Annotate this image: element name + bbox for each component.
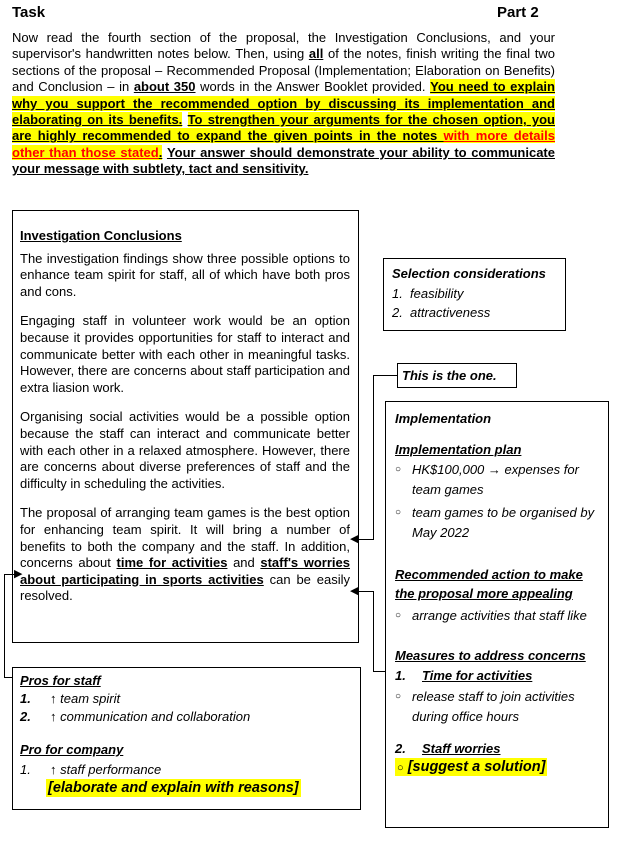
recommended-action-item: ○ arrange activities that staff like bbox=[395, 606, 599, 626]
pros-item-text: communication and collaboration bbox=[60, 709, 251, 724]
part-label: Part 2 bbox=[497, 4, 539, 21]
intro-text-1: Now read the fourth section of the proposal, the Investigation Conclusions, and your supervisor's handwritten notes below. Then, using bbox=[12, 30, 555, 62]
arrow-right-icon: ▶ bbox=[14, 568, 23, 580]
recommended-action-title: Recommended action to make the proposal more appealing bbox=[395, 567, 583, 601]
conclusions-paragraph-4 bbox=[20, 505, 350, 605]
intro-text-3: words in the Answer Booklet provided. bbox=[195, 79, 431, 95]
task-instructions bbox=[12, 30, 555, 178]
intro-highlight-1: You need to explain why you support the recommended option by discussing its implementation and elaborating on its benefits. bbox=[12, 79, 555, 128]
connector-line bbox=[358, 591, 374, 592]
p4-text: The proposal of arranging team games is the best option for enhancing team spirit. It will bring a number of benefits to both the company and the staff. In addition, concerns about bbox=[20, 505, 350, 571]
connector-line bbox=[373, 375, 374, 540]
pros-staff-item bbox=[20, 690, 353, 708]
measures-title: Measures to address concerns bbox=[395, 648, 586, 663]
arrow-up-icon: ↑ bbox=[50, 762, 57, 777]
selection-item-number: 2. bbox=[392, 305, 403, 320]
connector-line bbox=[4, 574, 5, 678]
p4-end: can be easily resolved. bbox=[20, 571, 351, 604]
pros-staff-item bbox=[20, 708, 353, 726]
intro-emphasis: Your answer should demonstrate your ability to communicate your message with subtlety, tact and sensitivity. bbox=[12, 144, 555, 177]
selection-considerations-box bbox=[383, 258, 566, 331]
measure-1 bbox=[395, 668, 599, 683]
intro-highlight-2: To strengthen your arguments for the chosen option, you are highly recommended to expand the given points in the notes bbox=[12, 112, 555, 144]
circle-bullet-icon: ○ bbox=[397, 762, 404, 774]
measure-2 bbox=[395, 741, 599, 756]
pros-item-number: 1. bbox=[20, 691, 31, 706]
connector-line bbox=[373, 591, 374, 672]
conclusions-title: Investigation Conclusions bbox=[20, 228, 182, 243]
conclusions-paragraph-2: Engaging staff in volunteer work would be an option because it provides opportunities for staff to interact and communicate better with each other in meaningful tasks. However, there are concerns about staff participation and extra liasion work. bbox=[20, 313, 350, 395]
arrow-left-icon: ◀ bbox=[350, 533, 359, 545]
plan-item: ○ team games to be organised by May 2022 bbox=[395, 503, 599, 543]
pros-staff-title: Pros for staff bbox=[20, 673, 101, 688]
conclusions-paragraph-3: Organising social activities would be a possible option because the staff can interact and communicate better with each other in a relaxed atmosphere. However, there are concerns about diverse preferences of staff and the difficulty in scheduling the activities. bbox=[20, 409, 350, 491]
measure-2-item-text: [suggest a solution] bbox=[407, 759, 546, 775]
connector-line bbox=[373, 671, 386, 672]
selection-item bbox=[392, 303, 557, 322]
task-label: Task bbox=[12, 4, 46, 21]
p4-and: and bbox=[227, 555, 261, 571]
selection-title: Selection considerations bbox=[392, 266, 546, 281]
arrow-up-icon: ↑ bbox=[50, 691, 57, 706]
p4-time-for-activities: time for activities bbox=[116, 555, 228, 571]
intro-word-count: about 350 bbox=[133, 79, 196, 95]
implementation-title: Implementation bbox=[395, 411, 492, 426]
selection-item-number: 1. bbox=[392, 286, 403, 301]
intro-highlight-end: . bbox=[158, 144, 163, 160]
p4-staff-worries: staff's worries about participating in sports activities bbox=[20, 555, 350, 587]
selection-item-text: feasibility bbox=[410, 286, 464, 301]
pros-company-item bbox=[20, 761, 353, 779]
measure-2-number: 2. bbox=[395, 741, 406, 756]
implementation-box bbox=[385, 401, 609, 828]
measure-2-item bbox=[395, 758, 547, 776]
pros-company-title: Pro for company bbox=[20, 742, 124, 757]
measure-1-number: 1. bbox=[395, 668, 406, 683]
pros-item-text: team spirit bbox=[60, 691, 121, 706]
measure-1-item: ○ release staff to join activities during office hours bbox=[395, 687, 599, 727]
arrow-up-icon: ↑ bbox=[50, 709, 57, 724]
intro-highlight-red: with more details other than those stated bbox=[12, 128, 555, 160]
this-is-the-one-note: This is the one. bbox=[397, 363, 517, 388]
plan-item: ○ HK$100,000 → expenses for team games bbox=[395, 460, 599, 500]
intro-text-2: of the notes, finish writing the final two sections of the proposal – Recommended Proposal (Implementation; Elaboration on Benefits) and Conclusion – in bbox=[12, 46, 555, 95]
pros-box bbox=[12, 667, 361, 810]
connector-line bbox=[358, 539, 374, 540]
measure-2-title: Staff worries bbox=[422, 741, 501, 756]
elaborate-note: [elaborate and explain with reasons] bbox=[48, 780, 299, 796]
selection-item-text: attractiveness bbox=[410, 305, 491, 320]
arrow-left-icon: ◀ bbox=[350, 585, 359, 597]
investigation-conclusions-box bbox=[12, 210, 359, 643]
implementation-plan-title: Implementation plan bbox=[395, 442, 522, 457]
intro-all: all bbox=[308, 46, 324, 62]
conclusions-paragraph-1: The investigation findings show three possible options to enhance team spirit for staff, all of which have both pros and cons. bbox=[20, 250, 350, 299]
pros-item-number: 2. bbox=[20, 709, 31, 724]
connector-line bbox=[373, 375, 397, 376]
connector-line bbox=[4, 677, 13, 678]
pros-item-number: 1. bbox=[20, 762, 31, 777]
selection-item bbox=[392, 284, 557, 303]
pros-item-text: staff performance bbox=[60, 762, 162, 777]
measure-1-title: Time for activities bbox=[422, 668, 533, 683]
